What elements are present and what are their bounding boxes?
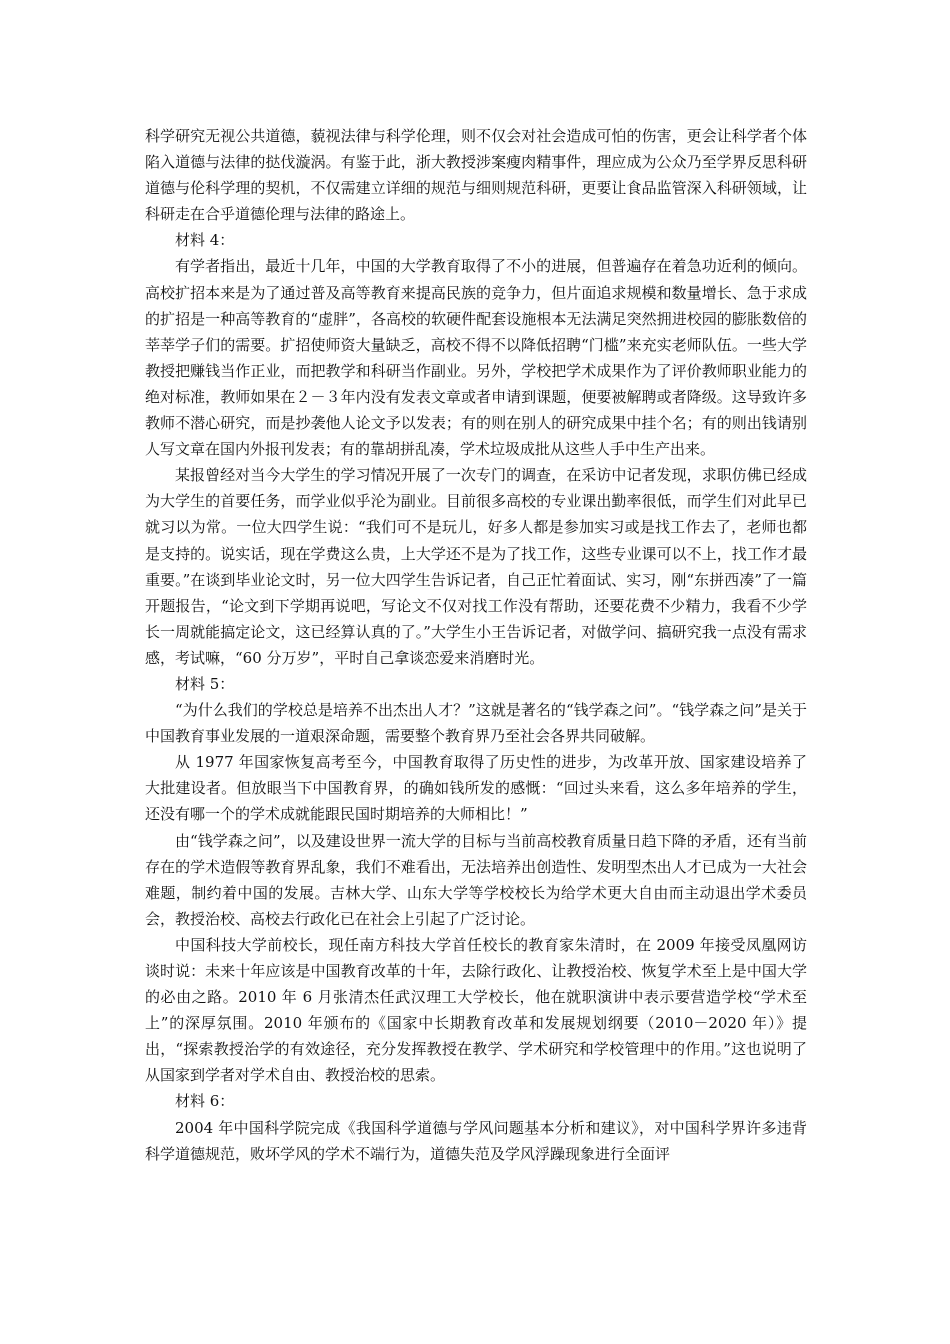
paragraph-university-utilitarianism: 有学者指出，最近十几年，中国的大学教育取得了不小的进展，但普遍存在着急功近利的倾向。高校扩招本来是为了通过普及高等教育来提高民族的竞争力，但片面追求规模和数量增长、急于求成的扩招是一种高等教育的“虚胖”，各高校的软硬件配套设施根本无法满足突然拥进校园的膨胀数倍的莘莘学子们的需要。扩招使师资大量缺乏，高校不得不以降低招聘“门槛”来充实老师队伍。一些大学教授把赚钱当作正业，而把教学和科研当作副业。另外，学校把学术成果作为了评价教师职业能力的绝对标准，教师如果在２－３年内没有发表文章或者申请到课题，便要被解聘或者降级。这导致许多教师不潜心研究，而是抄袭他人论文予以发表；有的则在别人的研究成果中挂个名；有的则出钱请别人写文章在国内外报刊发表；有的靠胡拼乱凑，学术垃圾成批从这些人手中生产出来。 bbox=[145, 257, 807, 459]
heading-material-5: 材料 5： bbox=[175, 674, 235, 693]
paragraph-talent-problem: 由“钱学森之问”，以及建设世界一流大学的目标与当前高校教育质量日趋下降的矛盾，还有当前存在的学术造假等教育界乱象，我们不难看出，无法培养出创造性、发明型杰出人才已成为一大社会难题，制约着中国的发展。吉林大学、山东大学等学校校长为给学术更大自由而主动退出学术委员会，教授治校、高校去行政化已在社会上引起了广泛讨论。 bbox=[145, 831, 807, 928]
paragraph-qian-question: “为什么我们的学校总是培养不出杰出人才？”这就是著名的“钱学森之问”。“钱学森之问”是关于中国教育事业发展的一道艰深命题，需要整个教育界乃至社会各界共同破解。 bbox=[145, 701, 807, 746]
paragraph-since-1977: 从 1977 年国家恢复高考至今，中国教育取得了历史性的进步，为改革开放、国家建设培养了大批建设者。但放眼当下中国教育界，的确如钱所发的感慨：“回过头来看，这么多年培养的学生，还没有哪一个的学术成就能跟民国时期培养的大师相比！” bbox=[145, 753, 807, 824]
heading-material-4: 材料 4： bbox=[175, 231, 235, 250]
paragraph-student-survey: 某报曾经对当今大学生的学习情况开展了一次专门的调查，在采访中记者发现，求职仿佛已经成为大学生的首要任务，而学业似乎沦为副业。目前很多高校的专业课出勤率很低，而学生们对此早已就习以为常。一位大四学生说：“我们可不是玩儿，好多人都是参加实习或是找工作去了，老师也都是支持的。说实话，现在学费这么贵，上大学还不是为了找工作，这些专业课可以不上，找工作才最重要。”在谈到毕业论文时，另一位大四学生告诉记者，自己正忙着面试、实习，刚“东拼西凑”了一篇开题报告，“论文到下学期再说吧，写论文不仅对找工作没有帮助，还要花费不少精力，我看不少学长一周就能搞定论文，这已经算认真的了。”大学生小王告诉记者，对做学问、搞研究我一点没有需求感，考试嘛，“60 分万岁”，平时自己拿谈恋爱来消磨时光。 bbox=[145, 466, 807, 667]
heading-material-6: 材料 6： bbox=[175, 1092, 235, 1111]
paragraph-zhu-qingshi: 中国科技大学前校长，现任南方科技大学首任校长的教育家朱清时，在 2009 年接受凤凰网访谈时说：未来十年应该是中国教育改革的十年，去除行政化、让教授治校、恢复学术至上是中国大学的必由之路。2010 年 6 月张清杰任武汉理工大学校长，他在就职演讲中表示要营造学校“学术至上”的深厚氛围。2010 年颁布的《国家中长期教育改革和发展规划纲要（2010－2020 年）》提出，“探索教授治学的有效途径，充分发挥教授在教学、学术研究和学校管理中的作用。”这也说明了从国家到学者对学术自由、教授治校的思索。 bbox=[145, 935, 807, 1085]
paragraph-cas-2004: 2004 年中国科学院完成《我国科学道德与学风问题基本分析和建议》，对中国科学界许多违背科学道德规范，败坏学风的学术不端行为，道德失范及学风浮躁现象进行全面评 bbox=[145, 1118, 807, 1163]
paragraph-material-3-conclusion: 科学研究无视公共道德，藐视法律与科学伦理，则不仅会对社会造成可怕的伤害，更会让科学者个体陷入道德与法律的挞伐漩涡。有鉴于此，浙大教授涉案瘦肉精事件，理应成为公众乃至学界反思科研道德与伦科学理的契机，不仅需建立详细的规范与细则规范科研，更要让食品监管深入科研领域，让科研走在合乎道德伦理与法律的路途上。 bbox=[145, 127, 807, 224]
document-page bbox=[145, 123, 807, 1167]
